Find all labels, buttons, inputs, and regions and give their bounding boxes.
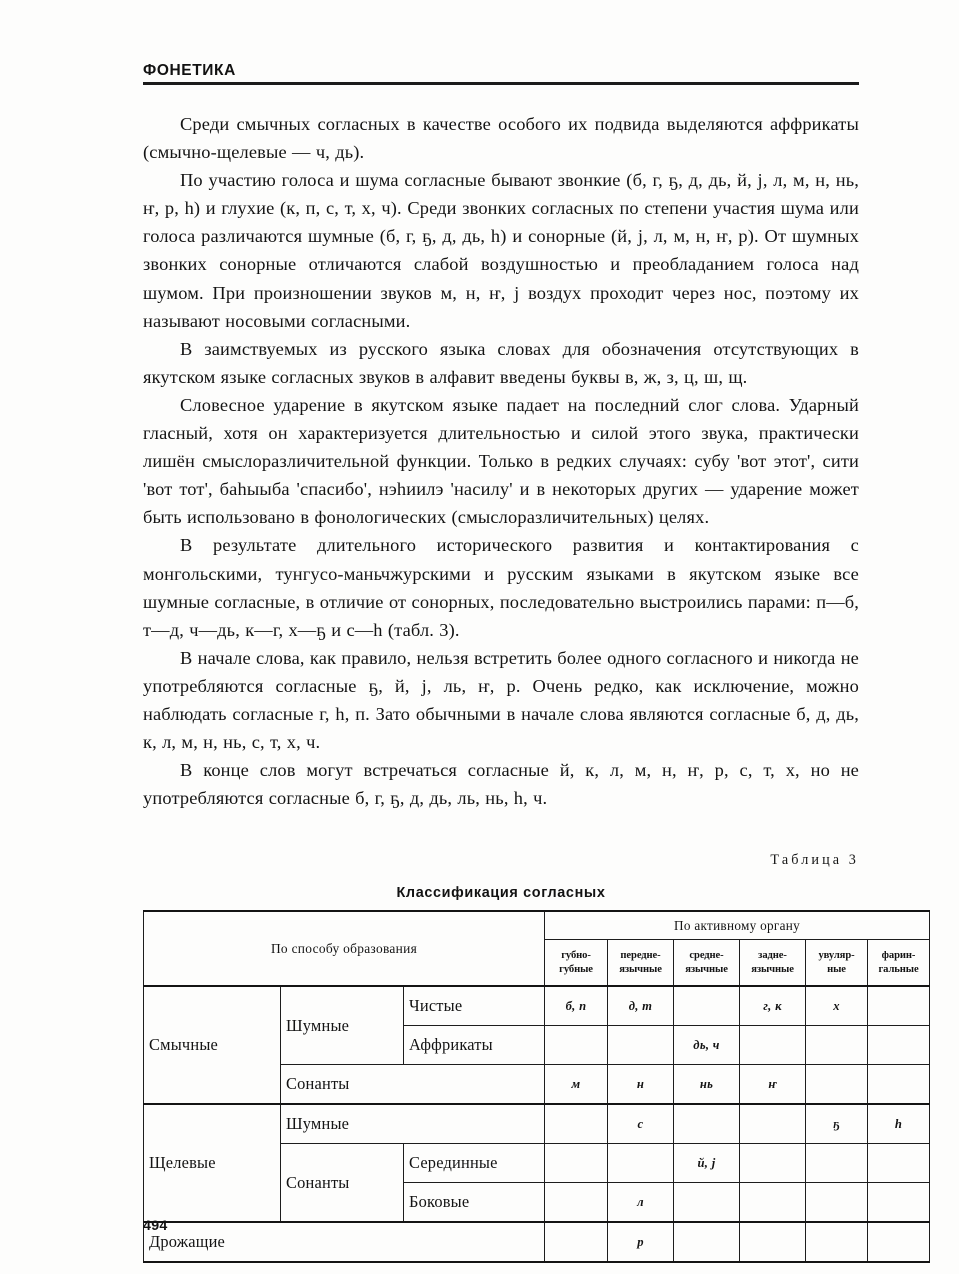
- row-label-obstruents: Шумные: [281, 1104, 545, 1144]
- body-text: [143, 110, 859, 812]
- table-block: [143, 852, 919, 1263]
- cell-value: нь: [674, 1065, 740, 1105]
- header-line-2: губные: [559, 963, 593, 975]
- cell-value: [868, 1026, 930, 1065]
- table-caption: Классификация согласных: [396, 885, 606, 901]
- paragraph: Среди смычных согласных в качестве особого их подвида выделяются аффрикаты (смычно-щелевые — ч, дь).: [143, 114, 859, 163]
- row-label-affricates: Аффрикаты: [404, 1026, 545, 1065]
- paragraph: Словесное ударение в якутском языке падает на последний слог слова. Ударный гласный, хотя он характеризуется длительностью и силой этого звука, практически лишён смыслоразличительной функции. Только в редких случаях: субу 'вот этот', сити 'вот тот', баһыыба 'спасибо', нэһиилэ 'насилу' и в некоторых других — ударение может быть использовано в фонологических (смыслоразличительных) целях.: [143, 394, 859, 528]
- table-header-row-1: [144, 911, 930, 940]
- cell-value: [806, 1183, 868, 1223]
- paragraph: В начале слова, как правило, нельзя встретить более одного согласного и никогда не употребляются согласные ҕ, й, ј, ль, ҥ, р. Очень редко, как исключение, можно наблюдать согласные г, h, п. Зато обычными в начале слова являются согласные б, д, дь, к, л, м, н, нь, с, т, х, ч.: [143, 647, 859, 753]
- running-head-rule: [143, 82, 859, 85]
- cell-value: [608, 1026, 674, 1065]
- cell-value: дь, ч: [674, 1026, 740, 1065]
- header-col-mid-lingual: [674, 940, 740, 987]
- row-label-pure: Чистые: [404, 986, 545, 1026]
- cell-value: [545, 1144, 608, 1183]
- header-line-2: язычные: [751, 963, 794, 975]
- cell-value: [806, 1144, 868, 1183]
- cell-value: h: [868, 1104, 930, 1144]
- header-line-1: губно-: [561, 950, 591, 962]
- cell-value: х: [806, 986, 868, 1026]
- cell-value: с: [608, 1104, 674, 1144]
- cell-value: [868, 1183, 930, 1223]
- header-col-labio-labial: [545, 940, 608, 987]
- cell-value: р: [608, 1222, 674, 1262]
- cell-value: л: [608, 1183, 674, 1223]
- running-head: [143, 62, 859, 85]
- cell-value: д, т: [608, 986, 674, 1026]
- cell-value: [868, 986, 930, 1026]
- cell-value: й, ј: [674, 1144, 740, 1183]
- cell-value: б, п: [545, 986, 608, 1026]
- cell-value: [674, 986, 740, 1026]
- header-line-1: фарин-: [881, 950, 916, 962]
- cell-value: [545, 1183, 608, 1223]
- table-row: [144, 1222, 930, 1262]
- header-line-2: гальные: [878, 963, 919, 975]
- cell-value: ҥ: [740, 1065, 806, 1105]
- cell-value: [868, 1065, 930, 1105]
- header-line-1: передне-: [620, 950, 661, 962]
- header-col-front-lingual: [608, 940, 674, 987]
- header-col-back-lingual: [740, 940, 806, 987]
- cell-value: [868, 1222, 930, 1262]
- cell-value: [806, 1222, 868, 1262]
- paragraph: В конце слов могут встречаться согласные й, к, л, м, н, ҥ, р, с, т, х, но не употребляются согласные б, г, ҕ, д, дь, ль, нь, h, ч.: [143, 760, 859, 809]
- cell-value: [740, 1026, 806, 1065]
- cell-value: [608, 1144, 674, 1183]
- cell-value: н: [608, 1065, 674, 1105]
- header-left-span: По способу образования: [144, 911, 545, 986]
- header-line-2: язычные: [619, 963, 662, 975]
- cell-value: [740, 1183, 806, 1223]
- header-right-span: По активному органу: [545, 911, 930, 940]
- header-col-pharyngeal: [868, 940, 930, 987]
- cell-value: [740, 1104, 806, 1144]
- cell-value: [545, 1104, 608, 1144]
- cell-value: [545, 1222, 608, 1262]
- cell-value: [674, 1183, 740, 1223]
- cell-value: [674, 1104, 740, 1144]
- paragraph: По участию голоса и шума согласные бывают звонкие (б, г, ҕ, д, дь, й, ј, л, м, н, нь, ҥ, р, h) и глухие (к, п, с, т, х, ч). Среди звонких согласных по степени участия шума или голоса различаются шумные (б, г, ҕ, д, дь, h) и сонорные (й, ј, л, м, н, ҥ, р). От шумных звонких сонорные отличаются слабой воздушностью и преобладанием голоса над шумом. При произношении звуков м, н, ҥ, ј воздух проходит через нос, поэтому их называют носовыми согласными.: [143, 170, 859, 331]
- paragraph: В результате длительного исторического развития и контактирования с монгольскими, тунгусо-маньчжурскими и русским языками в якутском языке все шумные согласные, в отличие от сонорных, последовательно выстроились парами: п—б, т—д, ч—дь, к—г, х—ҕ и с—h (табл. 3).: [143, 535, 859, 640]
- header-line-1: средне-: [689, 950, 724, 962]
- running-head-title: ФОНЕТИКА: [143, 62, 236, 79]
- cell-value: [740, 1144, 806, 1183]
- row-label-stops: Смычные: [144, 986, 281, 1104]
- cell-value: м: [545, 1065, 608, 1105]
- page-number: 494: [143, 1218, 168, 1234]
- paragraph: В заимствуемых из русского языка словах для обозначения отсутствующих в якутском языке согласных звуков в алфавит введены буквы в, ж, з, ц, ш, щ.: [143, 338, 859, 387]
- cell-value: г, к: [740, 986, 806, 1026]
- header-line-1: увуляр-: [818, 950, 855, 962]
- row-label-medial: Серединные: [404, 1144, 545, 1183]
- cell-value: [868, 1144, 930, 1183]
- consonant-classification-table: [143, 910, 930, 1263]
- header-line-2: ные: [827, 963, 846, 975]
- row-label-sonants: Сонанты: [281, 1065, 545, 1105]
- table-number-label: Таблица 3: [770, 852, 859, 868]
- row-label-trills: Дрожащие: [144, 1222, 545, 1262]
- cell-value: [674, 1222, 740, 1262]
- row-label-sonants: Сонанты: [281, 1144, 404, 1223]
- cell-value: ҕ: [806, 1104, 868, 1144]
- cell-value: [740, 1222, 806, 1262]
- row-label-lateral: Боковые: [404, 1183, 545, 1223]
- cell-value: [806, 1065, 868, 1105]
- row-label-obstruents: Шумные: [281, 986, 404, 1065]
- row-label-fricatives: Щелевые: [144, 1104, 281, 1222]
- cell-value: [545, 1026, 608, 1065]
- header-col-uvular: [806, 940, 868, 987]
- header-line-1: задне-: [758, 950, 787, 962]
- header-line-2: язычные: [685, 963, 728, 975]
- table-row: [144, 986, 930, 1026]
- cell-value: [806, 1026, 868, 1065]
- table-row: [144, 1104, 930, 1144]
